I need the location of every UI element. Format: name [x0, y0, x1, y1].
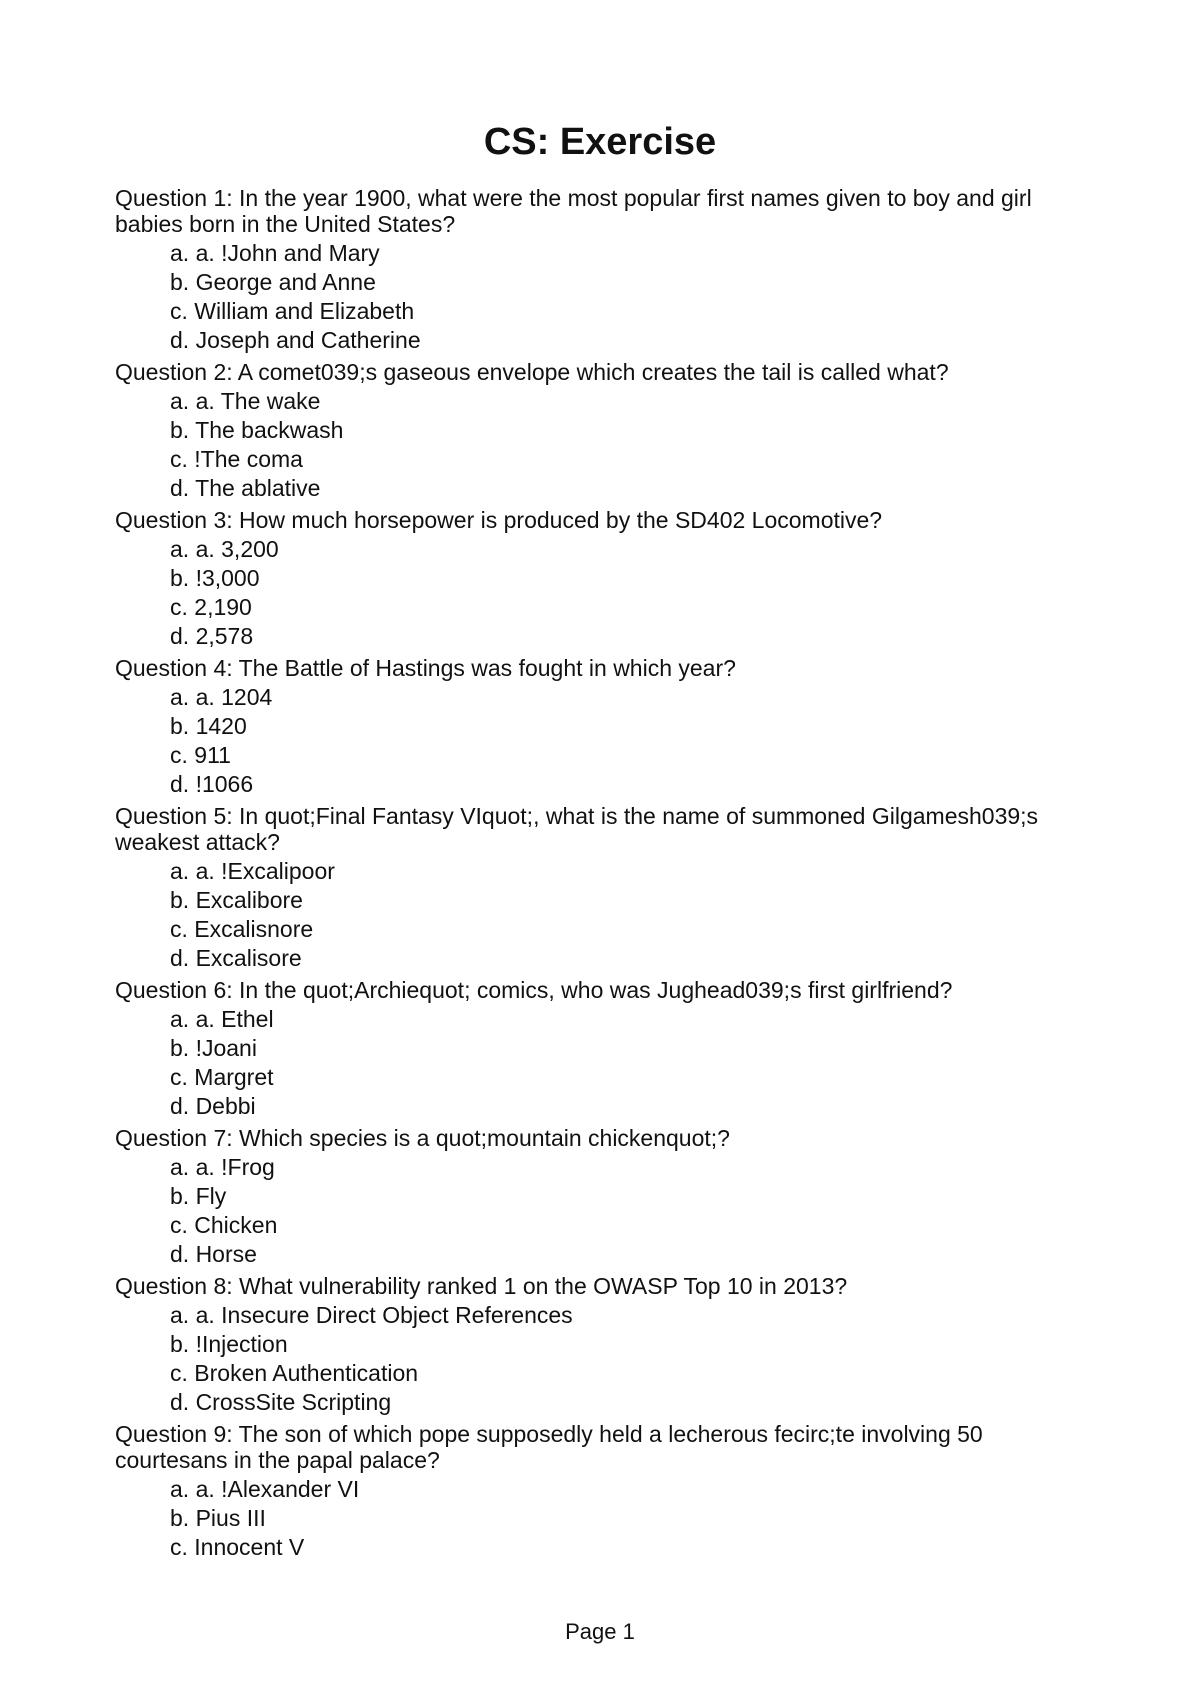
answer-option: a. a. 1204 [170, 684, 273, 710]
question-block [115, 185, 1095, 355]
answer-option: b. !Joani [170, 1035, 257, 1061]
answer-option: c. 911 [170, 742, 231, 768]
answer-options [115, 1005, 1095, 1121]
document-title: CS: Exercise [483, 121, 717, 163]
answer-option: b. The backwash [170, 417, 344, 443]
page-number: Page 1 [565, 1619, 635, 1644]
answer-option: c. William and Elizabeth [170, 298, 415, 324]
answer-option: a. a. !John and Mary [170, 240, 380, 266]
answer-option: b. George and Anne [170, 269, 376, 295]
answer-option: d. CrossSite Scripting [170, 1389, 392, 1415]
question-text: Question 1: In the year 1900, what were the most popular first names given to boy and girl babies born in the United States? [115, 185, 1032, 237]
answer-option: c. 2,190 [170, 594, 252, 620]
answer-option: c. Chicken [170, 1212, 278, 1238]
answer-option: d. Horse [170, 1241, 257, 1267]
question-text: Question 5: In quot;Final Fantasy VIquot;, what is the name of summoned Gilgamesh039;s weakest attack? [115, 803, 1039, 855]
question-block [115, 359, 1095, 503]
answer-options [115, 535, 1095, 651]
answer-option: c. Innocent V [170, 1534, 305, 1560]
answer-option: a. a. !Frog [170, 1154, 275, 1180]
answer-option: b. Pius III [170, 1505, 266, 1531]
question-text: Question 6: In the quot;Archiequot; comics, who was Jughead039;s first girlfriend? [115, 977, 953, 1003]
answer-option: d. The ablative [170, 475, 321, 501]
answer-option: d. Excalisore [170, 945, 302, 971]
answer-option: a. a. Insecure Direct Object References [170, 1302, 573, 1328]
question-text: Question 3: How much horsepower is produced by the SD402 Locomotive? [115, 507, 883, 533]
question-block [115, 655, 1095, 799]
question-block [115, 803, 1095, 973]
answer-options [115, 239, 1095, 355]
question-block [115, 1273, 1095, 1417]
answer-options [115, 857, 1095, 973]
question-block [115, 1421, 1095, 1562]
answer-option: d. 2,578 [170, 623, 254, 649]
answer-options [115, 1153, 1095, 1269]
answer-option: c. Margret [170, 1064, 274, 1090]
answer-option: c. Excalisnore [170, 916, 314, 942]
question-text: Question 2: A comet039;s gaseous envelope which creates the tail is called what? [115, 359, 949, 385]
answer-option: b. 1420 [170, 713, 247, 739]
answer-option: a. a. The wake [170, 388, 321, 414]
question-list [115, 185, 1095, 1566]
question-text: Question 9: The son of which pope supposedly held a lecherous fecirc;te involving 50 courtesans in the papal palace? [115, 1421, 983, 1473]
answer-options [115, 1301, 1095, 1417]
question-text: Question 8: What vulnerability ranked 1 on the OWASP Top 10 in 2013? [115, 1273, 848, 1299]
answer-options [115, 387, 1095, 503]
answer-options [115, 1475, 1095, 1562]
answer-option: a. a. 3,200 [170, 536, 279, 562]
answer-option: b. Fly [170, 1183, 227, 1209]
answer-option: c. !The coma [170, 446, 303, 472]
question-text: Question 4: The Battle of Hastings was fought in which year? [115, 655, 736, 681]
answer-option: d. !1066 [170, 771, 254, 797]
answer-option: d. Debbi [170, 1093, 256, 1119]
answer-option: b. !Injection [170, 1331, 288, 1357]
answer-option: b. Excalibore [170, 887, 303, 913]
answer-option: b. !3,000 [170, 565, 260, 591]
answer-option: c. Broken Authentication [170, 1360, 419, 1386]
question-block [115, 1125, 1095, 1269]
answer-options [115, 683, 1095, 799]
question-text: Question 7: Which species is a quot;mountain chickenquot;? [115, 1125, 730, 1151]
answer-option: d. Joseph and Catherine [170, 327, 421, 353]
answer-option: a. a. !Alexander VI [170, 1476, 360, 1502]
answer-option: a. a. !Excalipoor [170, 858, 335, 884]
question-block [115, 977, 1095, 1121]
answer-option: a. a. Ethel [170, 1006, 274, 1032]
question-block [115, 507, 1095, 651]
